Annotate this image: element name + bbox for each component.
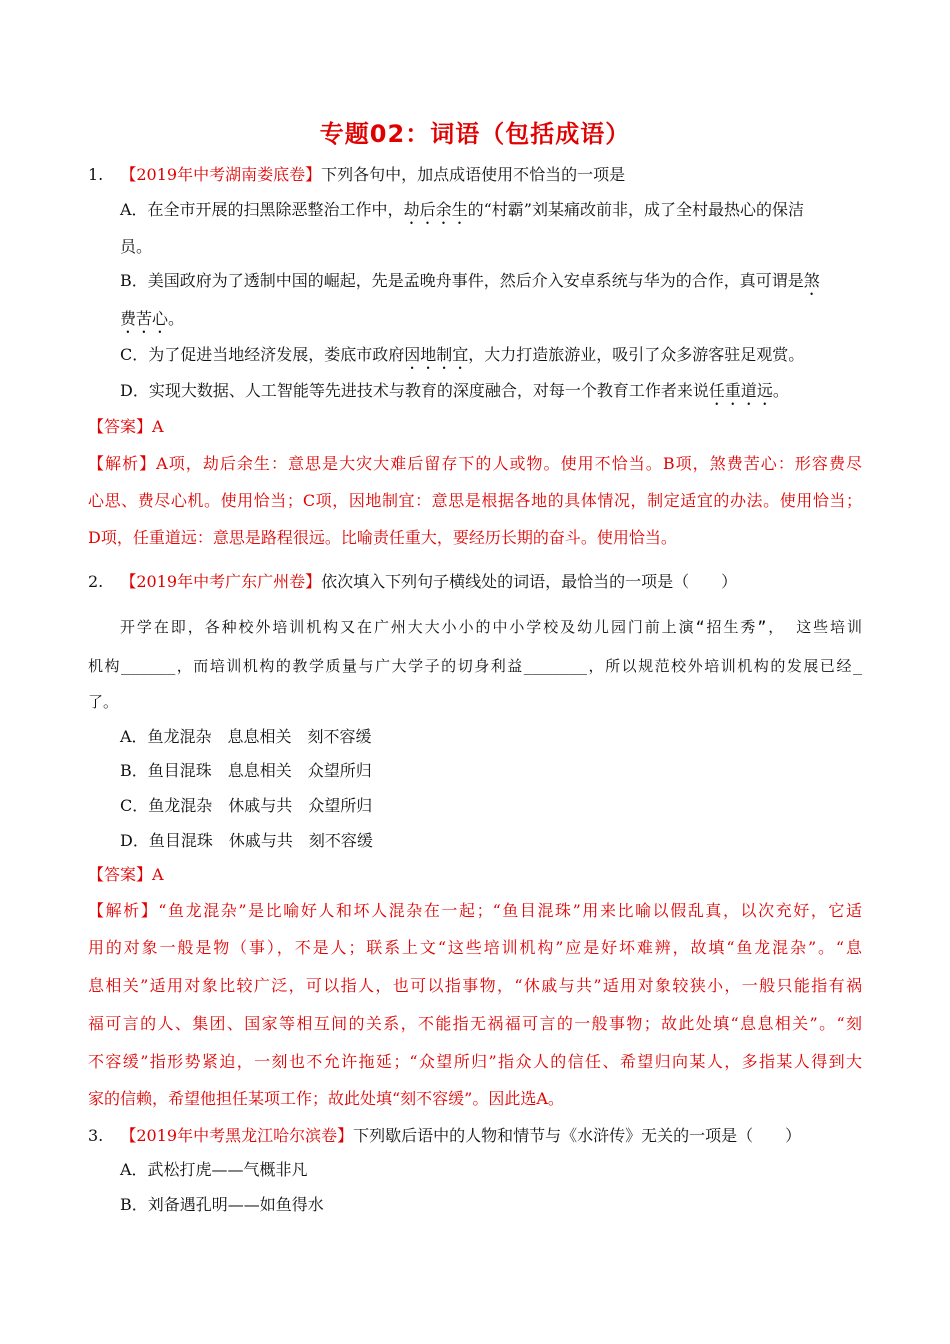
- q2-answer: 【答案】A: [88, 865, 164, 884]
- question-stem: 下列各句中，加点成语使用不恰当的一项是: [321, 165, 626, 184]
- q2-passage-line: 开学在即，各种校外培训机构又在广州大大小小的中小学校及幼儿园门前上演“招生秀”， 这些培训: [120, 618, 862, 636]
- q3-option-b: B．刘备遇孔明——如鱼得水: [120, 1195, 324, 1214]
- q3-option-a: A．武松打虎——气概非凡: [120, 1160, 308, 1179]
- option-text: ，大力打造旅游业，吸引了众多游客驻足观赏。: [468, 345, 805, 364]
- option-text: 。: [168, 309, 185, 328]
- option-text: 的“村霸”刘某痛改前非，成了全村最热心的保洁: [467, 200, 804, 219]
- q1-option-b: [120, 271, 820, 299]
- q2-analysis-line: 不容缓”指形势紧迫，一刻也不允许拖延；“众望所归”指众人的信任、希望归向某人，多指某人得到大: [88, 1052, 862, 1071]
- q2-option-a: A．鱼龙混杂 息息相关 刻不容缓: [120, 727, 372, 746]
- question-stem: 依次填入下列句子横线处的词语，最恰当的一项是（ ）: [321, 572, 738, 591]
- dotted-idiom: 费苦心: [120, 309, 169, 328]
- option-text: A．在全市开展的扫黑除恶整治工作中，: [120, 200, 404, 219]
- q1-analysis-line: 【解析】A项，劫后余生：意思是大灾大难后留存下的人或物。使用不恰当。B项，煞费苦心：形容费尽: [88, 454, 862, 473]
- q2-analysis-line: 【解析】“鱼龙混杂”是比喻好人和坏人混杂在一起；“鱼目混珠”用来比喻以假乱真，以次充好，它适: [88, 901, 862, 920]
- question-source: 【2019年中考广东广州卷】: [120, 572, 322, 591]
- option-text: 。: [772, 381, 789, 400]
- q2-analysis-line: 息相关”适用对象比较广泛，可以指人，也可以指事物，“休戚与共”适用对象较狭小，一般只能指有祸: [88, 976, 862, 995]
- q1-option-a-continued: 员。: [120, 237, 153, 256]
- q1-option-c: [120, 345, 804, 373]
- option-text: B．美国政府为了透制中国的崛起，先是孟晚舟事件，然后介入安卓系统与华为的合作，真可谓是: [120, 271, 804, 290]
- dotted-idiom: 劫后余生: [403, 200, 468, 219]
- question-3-header: [88, 1126, 801, 1146]
- q1-option-b-continued: [120, 309, 184, 337]
- question-stem: 下列歇后语中的人物和情节与《水浒传》无关的一项是（ ）: [353, 1126, 802, 1145]
- q2-option-c: C．鱼龙混杂 休戚与共 众望所归: [120, 796, 373, 815]
- option-text: C．为了促进当地经济发展，娄底市政府: [120, 345, 405, 364]
- question-number: 2.: [88, 572, 104, 591]
- q2-option-b: B．鱼目混珠 息息相关 众望所归: [120, 761, 372, 780]
- q1-analysis-line: D项，任重道远：意思是路程很远。比喻责任重大，要经历长期的奋斗。使用恰当。: [88, 528, 677, 547]
- q2-option-d: D．鱼目混珠 休戚与共 刻不容缓: [120, 831, 373, 850]
- dotted-idiom: 任重道远: [708, 381, 773, 400]
- q2-analysis-line: 福可言的人、集团、国家等相互间的关系，不能指无祸福可言的一般事物；故此处填“息息相关”。“刻: [88, 1014, 862, 1033]
- q1-option-d: [120, 381, 789, 409]
- option-text: D．实现大数据、人工智能等先进技术与教育的深度融合，对每一个教育工作者来说: [120, 381, 709, 400]
- q1-option-a: [120, 200, 804, 228]
- q2-passage-line: 了。: [88, 693, 119, 711]
- question-source: 【2019年中考湖南娄底卷】: [120, 165, 322, 184]
- question-number: 1.: [88, 165, 104, 184]
- question-number: 3.: [88, 1126, 104, 1145]
- q2-passage-line: 机构______，而培训机构的教学质量与广大学子的切身利益_______，所以规范校外培训机构的发展已经_: [88, 657, 862, 675]
- dotted-idiom: 因地制宜: [404, 345, 469, 364]
- dotted-idiom: 煞: [803, 271, 820, 290]
- question-1-header: [88, 165, 625, 185]
- question-source: 【2019年中考黑龙江哈尔滨卷】: [120, 1126, 354, 1145]
- q1-answer: 【答案】A: [88, 417, 164, 436]
- q2-analysis-line: 用的对象一般是物（事），不是人；联系上文“这些培训机构”应是好坏难辨，故填“鱼龙混杂”。“息: [88, 938, 862, 957]
- question-2-header: [88, 572, 737, 592]
- q1-analysis-line: 心思、费尽心机。使用恰当；C项，因地制宜：意思是根据各地的具体情况，制定适宜的办法。使用恰当；: [88, 491, 862, 510]
- q2-analysis-line: 家的信赖，希望他担任某项工作；故此处填“刻不容缓”。因此选A。: [88, 1089, 564, 1108]
- page-title: 专题02：词语（包括成语）: [319, 120, 631, 148]
